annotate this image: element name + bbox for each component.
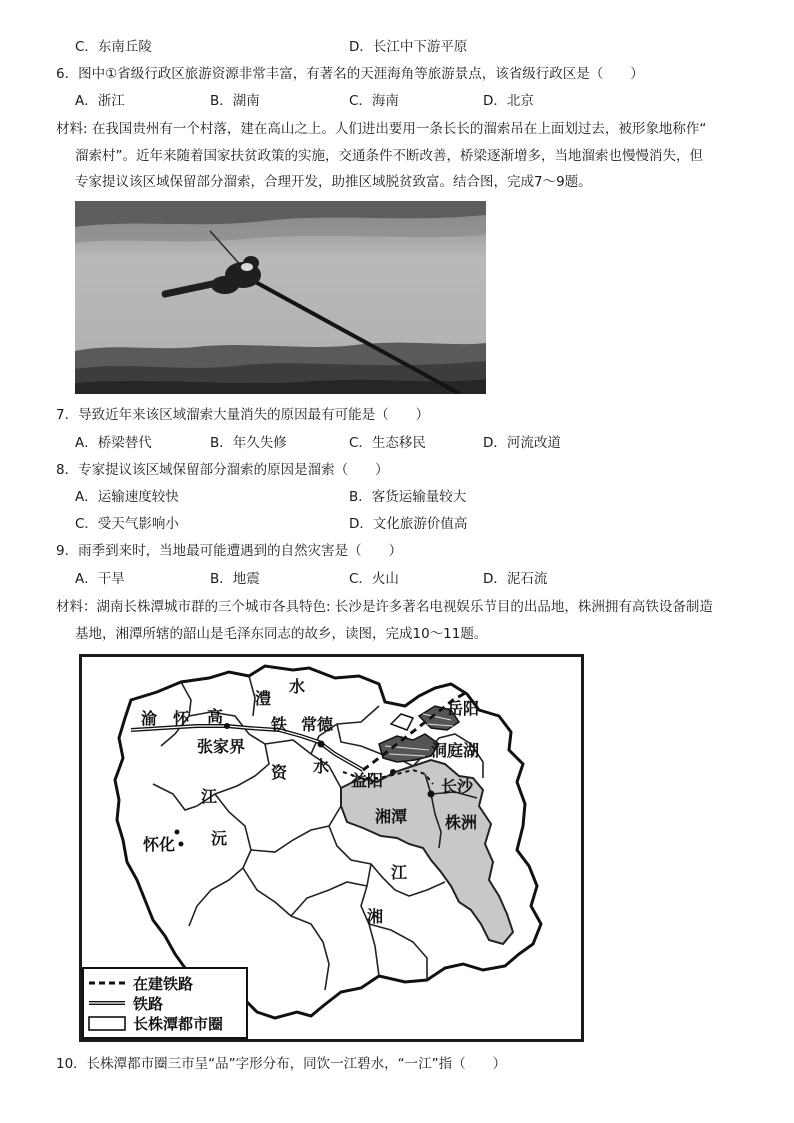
material2-line1: 材料：湖南长株潭城市群的三个城市各具特色: 长沙是许多著名电视娱乐节目的出品地，株洲拥有高铁设备制造 [56, 599, 713, 615]
q7-option-a: A．桥梁替代 [75, 435, 152, 451]
label-yiyang: 益阳 [351, 771, 384, 790]
label-zi: 资 [271, 763, 288, 782]
material2-line2: 基地，湘潭所辖的韶山是毛泽东同志的故乡，读图，完成10～11题。 [75, 626, 488, 642]
q9-option-a: A．干旱 [75, 571, 125, 587]
hunan-map [79, 654, 584, 1042]
label-zi-shui: 水 [313, 757, 330, 776]
legend-building-railway: 在建铁路 [133, 975, 194, 993]
label-zhuzhou: 株洲 [445, 813, 478, 832]
label-jiang-2: 江 [391, 863, 408, 882]
q9-stem: 9．雨季到来时，当地最可能遭遇到的自然灾害是（ ） [56, 543, 403, 559]
label-tie: 铁 [271, 715, 288, 734]
label-li-shui-2: 水 [289, 677, 306, 696]
q5-option-d: D．长江中下游平原 [349, 39, 468, 55]
label-huaihua: 怀化 [143, 835, 176, 854]
q6-option-d: D．北京 [483, 93, 534, 109]
map-legend [83, 968, 247, 1038]
q6-option-b: B．湖南 [210, 93, 260, 109]
label-changde: 常德 [301, 715, 334, 734]
q9-option-c: C．火山 [349, 571, 399, 587]
q6-option-c: C．海南 [349, 93, 399, 109]
label-changsha: 长沙 [441, 777, 474, 796]
label-dongtinghu: 洞庭湖 [431, 741, 480, 760]
label-li-shui-1: 澧 [255, 689, 272, 708]
legend-railway: 铁路 [133, 995, 164, 1013]
label-xiang: 湘 [367, 907, 384, 926]
q6-option-a: A．浙江 [75, 93, 125, 109]
material1-line1: 材料: 在我国贵州有一个村落，建在高山之上。人们进出要用一条长长的溜索吊在上面划过去，被形象地称作“ [56, 121, 707, 137]
label-yuan: 沅 [211, 829, 228, 848]
q9-option-b: B．地震 [210, 571, 260, 587]
q8-option-d: D．文化旅游价值高 [349, 516, 468, 532]
label-yueyang: 岳阳 [447, 699, 480, 718]
q9-option-d: D．泥石流 [483, 571, 548, 587]
q7-option-c: C．生态移民 [349, 435, 426, 451]
legend-metro-area: 长株潭都市圈 [133, 1015, 224, 1033]
label-huai: 怀 [173, 709, 190, 728]
q10-stem: 10．长株潭都市圈三市呈“品”字形分布，同饮一江碧水，“一江”指（ ） [56, 1056, 507, 1072]
label-xiangtan: 湘潭 [375, 807, 408, 826]
material1-line2: 溜索村”。近年来随着国家扶贫政策的实施，交通条件不断改善，桥梁逐渐增多，当地溜索也慢慢消失，但 [75, 148, 703, 164]
label-zhangjiajie: 张家界 [197, 737, 246, 756]
q8-option-c: C．受天气影响小 [75, 516, 179, 532]
q8-option-b: B．客货运输量较大 [349, 489, 467, 505]
q7-option-b: B．年久失修 [210, 435, 287, 451]
q7-stem: 7．导致近年来该区域溜索大量消失的原因最有可能是（ ） [56, 407, 430, 423]
label-yu: 渝 [141, 709, 158, 728]
zipline-photo [75, 201, 486, 394]
q6-stem: 6．图中①省级行政区旅游资源非常丰富，有著名的天涯海角等旅游景点，该省级行政区是（ ） [56, 66, 644, 82]
q5-option-c: C．东南丘陵 [75, 39, 152, 55]
q8-stem: 8．专家提议该区域保留部分溜索的原因是溜索（ ） [56, 462, 389, 478]
q8-option-a: A．运输速度较快 [75, 489, 179, 505]
q7-option-d: D．河流改道 [483, 435, 561, 451]
label-jiang-1: 江 [201, 787, 218, 806]
material1-line3: 专家提议该区域保留部分溜索，合理开发，助推区域脱贫致富。结合图，完成7～9题。 [75, 174, 592, 190]
label-gao: 高 [207, 707, 224, 726]
